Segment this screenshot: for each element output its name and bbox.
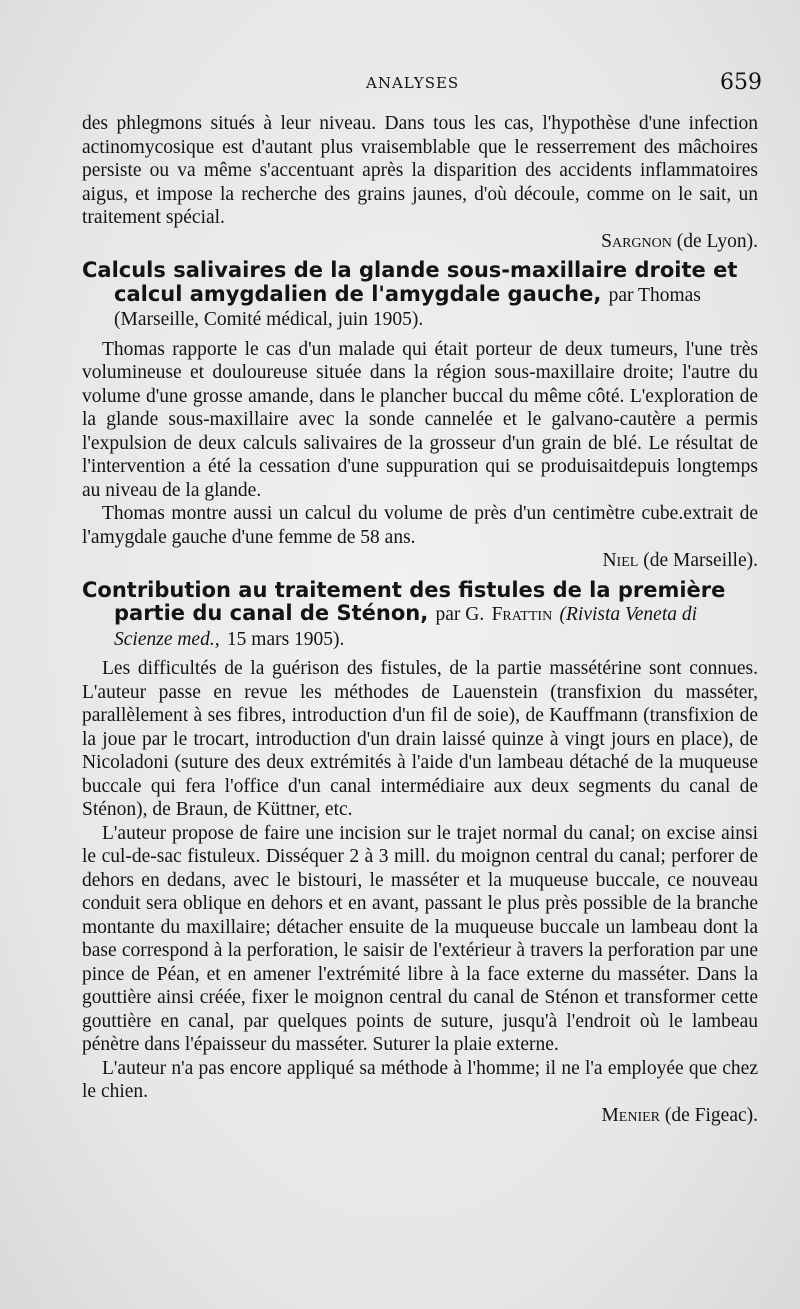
article-title: Contribution au traitement des fistules de la première partie du canal de Sténon, bbox=[82, 577, 726, 625]
article-body-paragraph: Thomas rapporte le cas d'un malade qui était porteur de deux tumeurs, l'une très volumineuse et douloureuse située dans la région sous-maxillaire droite; l'autre du volume d'une grosse amande, dans le plancher buccal du même côté. L'exploration de la glande sous-maxillaire avec la sonde cannelée et le galvano-cautère a permis l'expulsion de deux calculs salivaires de la grosseur d'un grain de blé. Le résultat de l'intervention a été la cessation d'une suppuration qui se produisaitdepuis longtemps au niveau de la glande. bbox=[82, 338, 758, 501]
page-header bbox=[84, 66, 780, 102]
byline-author: Frattin bbox=[491, 604, 553, 625]
article-continuation bbox=[82, 112, 758, 253]
article-body-paragraph: Thomas montre aussi un calcul du volume de près d'un centimètre cube.extrait de l'amygdale gauche d'une femme de 58 ans. bbox=[82, 503, 758, 548]
signature-place: (de Figeac). bbox=[664, 1104, 758, 1126]
article-signature bbox=[82, 230, 758, 254]
page-number: 659 bbox=[720, 70, 762, 95]
article-heading bbox=[82, 259, 758, 332]
byline-date: 15 mars 1905). bbox=[226, 628, 345, 650]
signature-author: Sargnon bbox=[601, 230, 672, 252]
signature-place: (de Lyon). bbox=[676, 230, 758, 252]
article-signature bbox=[82, 1104, 758, 1128]
article-byline: par Thomas (Marseille, Comité médical, juin 1905). bbox=[114, 284, 701, 330]
article-body-paragraph: L'auteur propose de faire une incision sur le trajet normal du canal; on excise ainsi le cul-de-sac fistuleux. Disséquer 2 à 3 mill. du moignon central du canal; perforer de dehors en dedans, avec le bistouri, le masséter et la muqueuse buccale, ce nouveau conduit sera oblique en dehors et en avant, passant le plus près possible de la branche montante du maxillaire; détacher ensuite de la muqueuse buccale un lambeau dont la base correspond à la perforation, le saisir de l'extérieur à travers la perforation par une pince de Péan, et en amener l'extrémité libre à la face externe du masséter. Dans la gouttière ainsi créée, fixer le moignon central du canal de Sténon et transformer cette gouttière en canal, par quelques points de suture, jusqu'à l'endroit où le lambeau pénètre dans l'épaisseur du masséter. Suturer la plaie externe. bbox=[82, 822, 758, 1055]
signature-author: Niel bbox=[602, 550, 639, 571]
article-title: Calculs salivaires de la glande sous-maxillaire droite et calcul amygdalien de l'amygdale gauche, bbox=[82, 258, 738, 306]
article-body-paragraph: L'auteur n'a pas encore appliqué sa méthode à l'homme; il ne l'a employée que chez le chien. bbox=[82, 1057, 758, 1102]
byline-prefix: par G. bbox=[435, 604, 485, 625]
signature-author: Menier bbox=[601, 1104, 660, 1126]
running-head: ANALYSES bbox=[366, 74, 460, 92]
article-calculs-salivaires bbox=[82, 259, 758, 573]
article-body-paragraph: des phlegmons situés à leur niveau. Dans tous les cas, l'hypothèse d'une infection actinomycosique est d'autant plus vraisemblable que le resserrement des mâchoires persiste ou va même s'accentuant après la disparition des accidents inflammatoires aigus, et impose la recherche des grains jaunes, d'où découle, comme on le sait, un traitement spécial. bbox=[82, 113, 758, 228]
article-body-paragraph: Les difficultés de la guérison des fistules, de la partie massétérine sont connues. L'auteur passe en revue les méthodes de Lauenstein (transfixion du masséter, parallèlement à ses fibres, introduction d'un fil de soie), de Kauffmann (transfixion de la joue par le trocart, introduction d'un drain laissé quinze à vingt jours en place), de Nicoladoni (suture des deux extrémités à l'aide d'un lambeau détaché de la muqueuse buccale qui fera l'office d'un canal intermédiaire aux deux segments du canal de Sténon), de Braun, de Küttner, etc. bbox=[82, 658, 758, 820]
signature-place: (de Marseille). bbox=[643, 550, 758, 571]
page-content bbox=[82, 112, 758, 1133]
article-heading bbox=[82, 579, 758, 652]
article-signature bbox=[82, 549, 758, 573]
byline-source: (Rivista Veneta di Scienze med., bbox=[114, 604, 698, 650]
article-fistules-stenon bbox=[82, 579, 758, 1128]
